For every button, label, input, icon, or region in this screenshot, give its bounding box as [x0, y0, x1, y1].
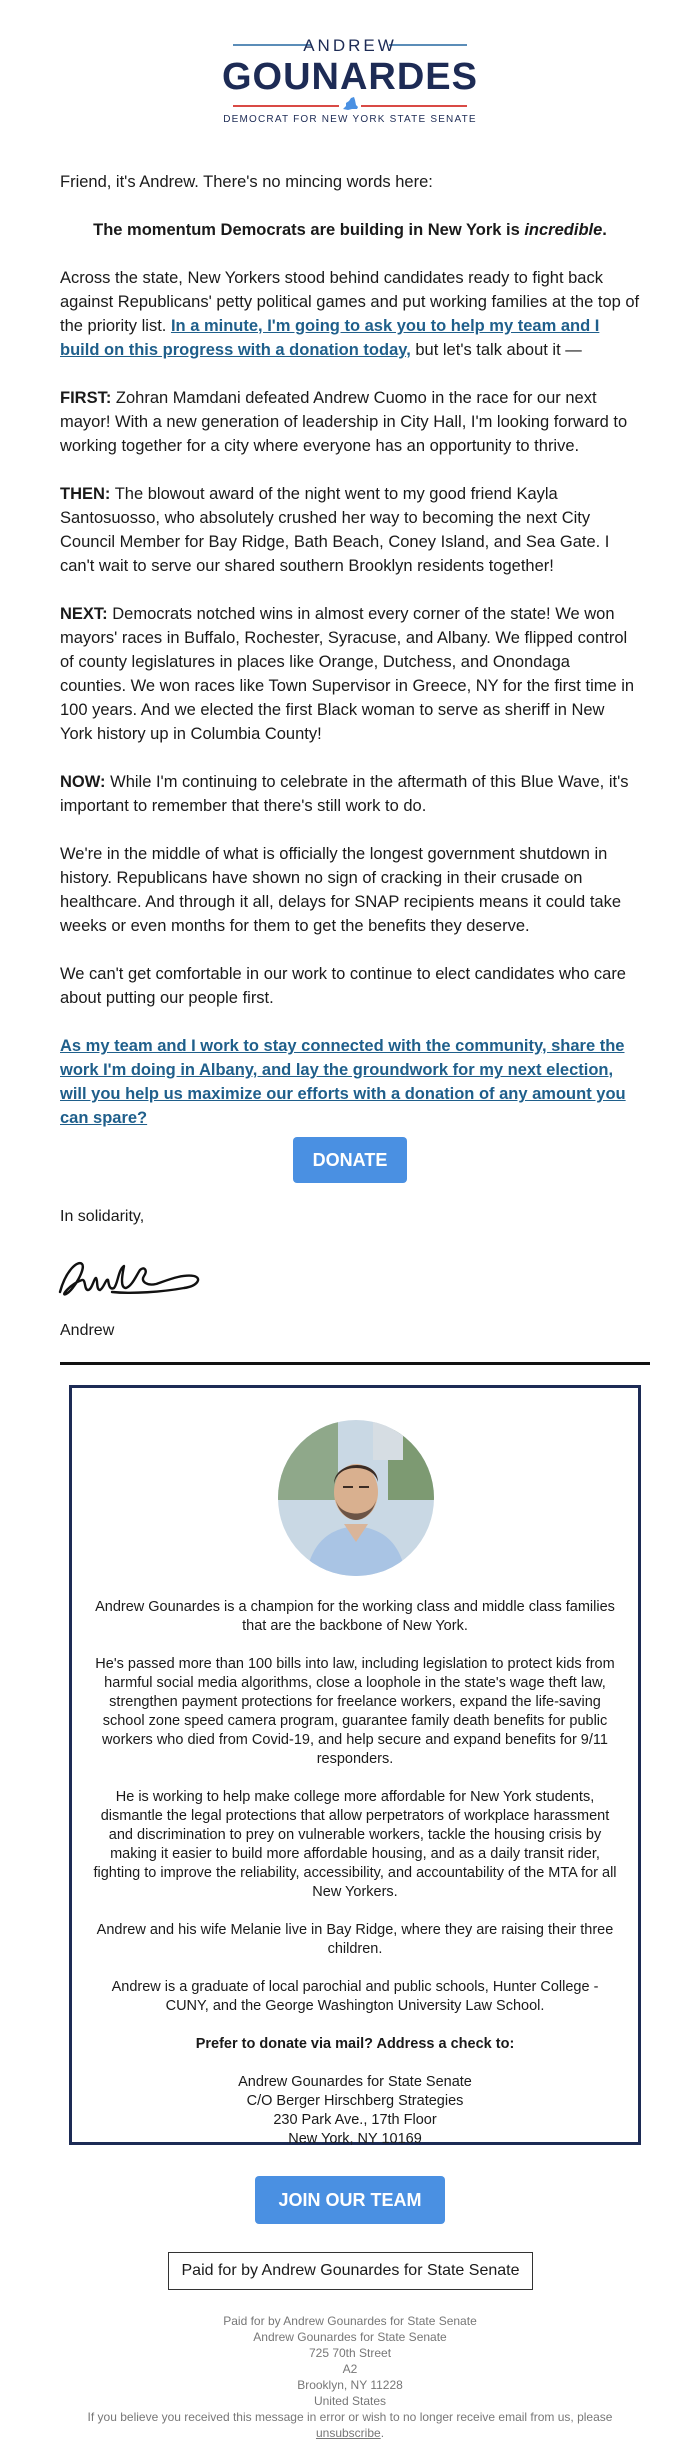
- unsubscribe-end: .: [380, 2426, 385, 2440]
- footer-line: Paid for by Andrew Gounardes for State Senate: [223, 2314, 477, 2328]
- logo-red-rule-right: [361, 105, 467, 107]
- bio-box: [69, 1385, 641, 2145]
- donate-button[interactable]: DONATE: [293, 1137, 407, 1183]
- unsubscribe-link[interactable]: unsubscribe: [315, 2426, 381, 2440]
- first-text: Zohran Mamdani defeated Andrew Cuomo in the race for our next mayor! With a new generation of leadership in City Hall, I'm looking forward to working together for a city where everyone has an opportunity to thrive.: [60, 389, 628, 455]
- address-line: C/O Berger Hirschberg Strategies: [246, 2093, 464, 2109]
- address-line: Andrew Gounardes for State Senate: [238, 2074, 472, 2090]
- headline-text: The momentum Democrats are building in New York is: [93, 221, 525, 239]
- unsubscribe-text: If you believe you received this message in error or wish to no longer receive email from us, please: [87, 2410, 613, 2424]
- then-text: The blowout award of the night went to my good friend Kayla Santosuosso, who absolutely crushed her way to becoming the next City Council Member for Bay Ridge, Bath Beach, Coney Island, and Sea Gate. I can't wait to serve our shared southern Brooklyn residents together!: [60, 485, 610, 575]
- donate-cta-link[interactable]: As my team and I work to stay connected with the community, share the work I'm doing in Albany, and lay the groundwork for my next election, will you help us maximize our efforts with a donation of any amount you can spare?: [60, 1037, 626, 1127]
- section-divider: [60, 1362, 650, 1365]
- next-text: Democrats notched wins in almost every corner of the state! We won mayors' races in Buffalo, Rochester, Syracuse, and Albany. We flipped control of county legislatures in places like Orange, Dutchess, and Onondaga counties. We won races like Town Supervisor in Greece, NY for the first time in 100 years. And we elected the first Black woman to serve as sheriff in New York history up in Columbia County!: [60, 605, 635, 743]
- bio-paragraph: Andrew and his wife Melanie live in Bay Ridge, where they are raising their three children.: [96, 1922, 614, 1957]
- closing-text: In solidarity,: [60, 1208, 145, 1225]
- next-label: NEXT:: [60, 605, 108, 623]
- paragraph-comfortable: We can't get comfortable in our work to continue to elect candidates who care about putting our people first.: [60, 965, 626, 1007]
- unsubscribe-notice: [60, 2409, 640, 2441]
- paid-for-disclaimer: Paid for by Andrew Gounardes for State Senate: [168, 2252, 533, 2290]
- email-body: [60, 170, 640, 1154]
- paragraph-momentum: [60, 266, 640, 362]
- paragraph-then: [60, 482, 640, 578]
- headline: [60, 218, 640, 242]
- paragraph-first: [60, 386, 640, 458]
- paragraph-now: [60, 770, 640, 818]
- momentum-text: Across the state, New Yorkers stood behind candidates ready to fight back against Republicans' petty political games and put working families at the top of the priority list.: [60, 269, 640, 335]
- footer-address: [0, 2313, 700, 2409]
- campaign-logo: [0, 30, 700, 130]
- logo-first-name: ANDREW: [303, 36, 397, 55]
- headline-end: .: [602, 221, 607, 239]
- address-line: 230 Park Ave., 17th Floor: [273, 2112, 437, 2128]
- paragraph-next: [60, 602, 640, 746]
- logo-red-rule-left: [233, 105, 339, 107]
- bio-text: [92, 1598, 618, 2149]
- logo-tagline: DEMOCRAT FOR NEW YORK STATE SENATE: [223, 114, 477, 125]
- footer-line: 725 70th Street: [308, 2346, 392, 2360]
- now-label: NOW:: [60, 773, 106, 791]
- new-york-state-icon: [340, 96, 360, 112]
- logo-last-name: GOUNARDES: [221, 56, 479, 98]
- bio-paragraph: He's passed more than 100 bills into law, including legislation to protect kids from harmful social media algorithms, close a loophole in the state's wage theft law, strengthen payment protections for freelance workers, expand the life-saving school zone speed camera program, guarantee family death benefits for public workers who died from Covid-19, and help secure and expand benefits for 9/11 responders.: [95, 1656, 615, 1767]
- footer-line: Brooklyn, NY 11228: [297, 2378, 403, 2392]
- footer-line: A2: [342, 2362, 358, 2376]
- handwritten-signature: [52, 1240, 212, 1310]
- signer-name: Andrew: [60, 1322, 115, 1339]
- bio-paragraph: Andrew is a graduate of local parochial and public schools, Hunter College - CUNY, and the George Washington University Law School.: [111, 1979, 599, 2014]
- greeting: Friend, it's Andrew. There's no mincing words here:: [60, 173, 433, 191]
- now-text: While I'm continuing to celebrate in the aftermath of this Blue Wave, it's important to remember that there's still work to do.: [60, 773, 629, 815]
- mail-donation-heading: Prefer to donate via mail? Address a check to:: [195, 2036, 515, 2052]
- footer-line: United States: [313, 2394, 387, 2408]
- momentum-tail: but let's talk about it —: [410, 341, 582, 359]
- join-team-button[interactable]: JOIN OUR TEAM: [255, 2176, 445, 2224]
- bio-paragraph: He is working to help make college more affordable for New York students, dismantle the legal protections that allow perpetrators of workplace harassment and discrimination to prey on vulnerable workers, tackle the housing crisis by making it easier to build more affordable housing, and as a daily transit rider, fighting to improve the reliability, accessibility, and accountability of the MTA for all New Yorkers.: [93, 1789, 617, 1900]
- footer-line: Andrew Gounardes for State Senate: [253, 2330, 447, 2344]
- address-line: New York, NY 10169: [288, 2131, 422, 2147]
- headline-emphasis: incredible: [524, 221, 603, 239]
- donate-inline-link[interactable]: In a minute, I'm going to ask you to help my team and I build on this progress with a donation today,: [60, 317, 600, 359]
- candidate-photo: [278, 1420, 434, 1576]
- mailing-address: [92, 2073, 618, 2149]
- paragraph-shutdown: We're in the middle of what is officially the longest government shutdown in history. Republicans have shown no sign of cracking in their crusade on healthcare. And through it all, delays for SNAP recipients means it could take weeks or even months for them to get the benefits they deserve.: [60, 845, 622, 935]
- bio-paragraph: Andrew Gounardes is a champion for the working class and middle class families that are the backbone of New York.: [95, 1599, 615, 1634]
- first-label: FIRST:: [60, 389, 112, 407]
- then-label: THEN:: [60, 485, 111, 503]
